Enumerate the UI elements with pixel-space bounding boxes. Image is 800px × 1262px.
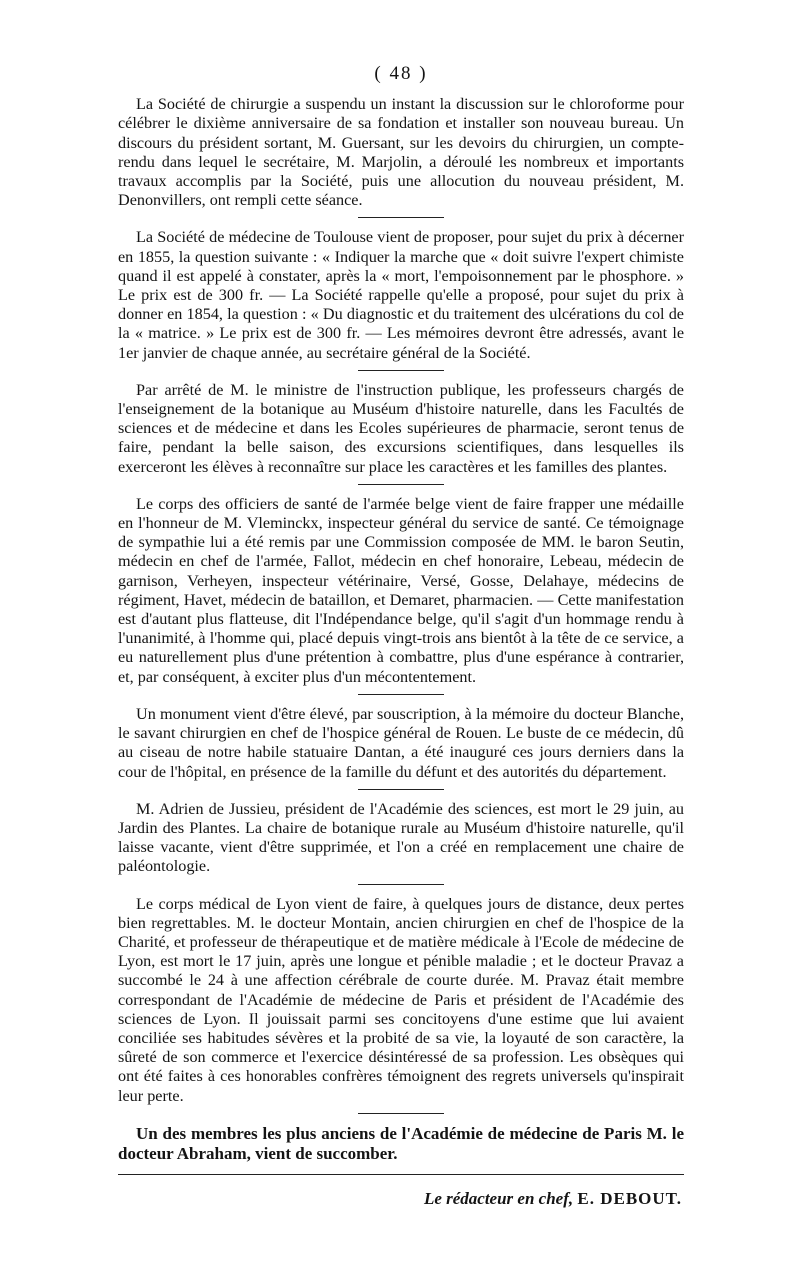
separator-rule xyxy=(358,1113,444,1114)
signature xyxy=(118,1189,684,1208)
separator-rule xyxy=(358,694,444,695)
signature-rule xyxy=(118,1174,684,1175)
paragraph-jussieu: M. Adrien de Jussieu, président de l'Académie des sciences, est mort le 29 juin, au Jardin des Plantes. La chaire de botanique rurale au Muséum d'histoire naturelle, qu'il laisse vacante, vient d'être supprimée, et l'on a créé en remplacement une chaire de paléontologie. xyxy=(118,799,684,876)
paragraph-abraham: Un des membres les plus anciens de l'Académie de médecine de Paris M. le docteur Abraham, vient de succomber. xyxy=(118,1123,684,1163)
paragraph-societe-toulouse: La Société de médecine de Toulouse vient de proposer, pour sujet du prix à décerner en 1855, la question suivante : « Indiquer la marche que « doit suivre l'expert chimiste quand il est appelé à constater, après la « mort, l'empoisonnement par le phosphore. » Le prix est de 300 fr. — La Société rappelle qu'elle a proposé, pour sujet du prix à donner en 1854, la question : « Du diagnostic et du traitement des ulcérations du col de la « matrice. » Le prix est de 300 fr. — Les mémoires devront être adressés, avant le 1er janvier de chaque année, au secrétaire général de la Société. xyxy=(118,228,684,362)
separator-rule xyxy=(358,884,444,885)
signature-role: Le rédacteur en chef, xyxy=(423,1188,574,1208)
separator-rule xyxy=(358,217,444,218)
separator-rule xyxy=(358,370,444,371)
separator-rule xyxy=(358,789,444,790)
paragraph-armee-belge: Le corps des officiers de santé de l'armée belge vient de faire frapper une médaille en l'honneur de M. Vleminckx, inspecteur général du service de santé. Ce témoignage de sympathie lui a été remis par une Commission composée de MM. le baron Seutin, médecin en chef de l'armée, Fallot, médecin en chef honoraire, Lebeau, médecin de garnison, Verheyen, inspecteur vétérinaire, Versé, Gosse, Delahaye, médecins de régiment, Havet, médecin de bataillon, et Demaret, pharmacien. — Cette manifestation est d'autant plus flatteuse, dit l'Indépendance belge, qu'il s'agit d'un hommage rendu à l'unanimité, à l'homme qui, placé depuis vingt-trois ans bientôt à la tête de ce service, a eu naturellement plus d'une prétention à combattre, plus d'une espérance à contrarier, et, par conséquent, à exciter plus d'un mécontentement. xyxy=(118,494,684,686)
separator-rule xyxy=(358,484,444,485)
paragraph-botanique: Par arrêté de M. le ministre de l'instruction publique, les professeurs chargés de l'enseignement de la botanique au Muséum d'histoire naturelle, dans les Facultés de sciences et de médecine et dans les Ecoles supérieures de pharmacie, seront tenus de faire, pendant la belle saison, des excursions scientifiques, dans lesquelles ils exerceront les élèves à reconnaître sur place les caractères et les familles des plantes. xyxy=(118,380,684,476)
paragraph-monument-blanche: Un monument vient d'être élevé, par souscription, à la mémoire du docteur Blanche, le savant chirurgien en chef de l'hospice général de Rouen. Le buste de ce médecin, dû au ciseau de notre habile statuaire Dantan, a été inauguré ces jours derniers dans la cour de l'hôpital, en présence de la famille du défunt et des autorités du département. xyxy=(118,704,684,781)
paragraph-lyon: Le corps médical de Lyon vient de faire, à quelques jours de distance, deux pertes bien regrettables. M. le docteur Montain, ancien chirurgien en chef de l'hospice de la Charité, et professeur de thérapeutique et de matière médicale à l'Ecole de médecine de Lyon, est mort le 17 juin, après une longue et pénible maladie ; et le docteur Pravaz a succombé le 24 à une affection cérébrale de courte durée. M. Pravaz était membre correspondant de l'Académie de médecine de Paris et président de l'Académie des sciences de Lyon. Il jouissait parmi ses concitoyens d'une estime que lui avaient conciliée ses habitudes sévères et la probité de sa vie, la loyauté de son caractère, la sûreté de son commerce et l'exercice désintéressé de sa profession. Les obsèques qui ont été faites à ces honorables confrères témoignent des regrets universels qu'inspirait leur perte. xyxy=(118,894,684,1105)
paragraph-societe-chirurgie: La Société de chirurgie a suspendu un instant la discussion sur le chloroforme pour célébrer le dixième anniversaire de sa fondation et installer son nouveau bureau. Un discours du président sortant, M. Guersant, sur les devoirs du chirurgien, un compte-rendu dans lequel le secrétaire, M. Marjolin, a déroulé les nombreux et importants travaux accomplis par la Société, puis une allocution du nouveau président, M. Denonvillers, ont rempli cette séance. xyxy=(118,95,684,210)
signature-name: E. DEBOUT. xyxy=(577,1188,682,1208)
page-number: ( 48 ) xyxy=(374,63,428,84)
